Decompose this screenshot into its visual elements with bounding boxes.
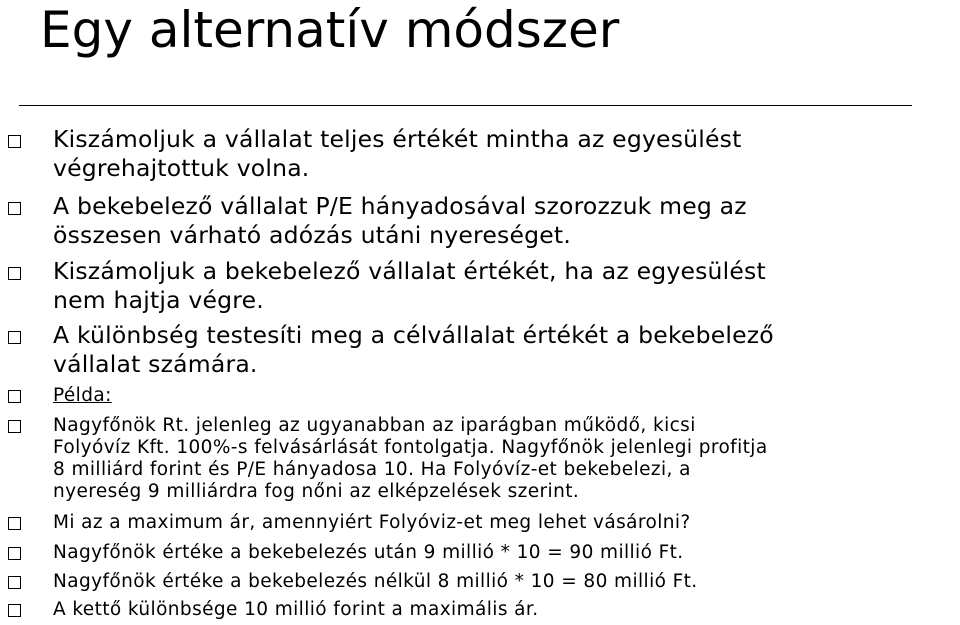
bullet-text	[53, 192, 747, 250]
bullet-text	[53, 415, 768, 503]
bullet-text	[53, 542, 684, 564]
square-bullet-icon	[8, 390, 21, 403]
bullet-text	[53, 321, 774, 379]
bullet-line: nyereség 9 milliárdra fog nőni az elképzelések szerint.	[53, 481, 580, 502]
square-bullet-icon	[8, 576, 21, 589]
bullet-text	[53, 385, 112, 407]
example-label: Példa:	[53, 385, 112, 406]
bullet-text	[53, 571, 698, 593]
square-bullet-icon	[8, 547, 21, 560]
bullet-line: Kiszámoljuk a bekebelező vállalat értékét, ha az egyesülést	[53, 257, 766, 285]
bullet-line: Folyóvíz Kft. 100%-s felvásárlását fontolgatja. Nagyfőnök jelenlegi profitja	[53, 437, 768, 458]
square-bullet-icon	[8, 420, 21, 433]
square-bullet-icon	[8, 202, 21, 215]
square-bullet-icon	[8, 517, 21, 530]
bullet-line: végrehajtottuk volna.	[53, 154, 310, 182]
bullet-line: 8 milliárd forint és P/E hányadosa 10. Ha Folyóvíz-et bekebelezi, a	[53, 459, 691, 480]
square-bullet-icon	[8, 267, 21, 280]
bullet-line: A kettő különbsége 10 millió forint a maximális ár.	[53, 599, 539, 620]
bullet-line: A bekebelező vállalat P/E hányadosával szorozzuk meg az	[53, 192, 747, 220]
bullet-line: A különbség testesíti meg a célvállalat értékét a bekebelező	[53, 321, 774, 349]
bullet-line: összesen várható adózás utáni nyereséget.	[53, 221, 572, 249]
bullet-text	[53, 512, 691, 534]
square-bullet-icon	[8, 604, 21, 617]
bullet-line: Nagyfőnök értéke a bekebelezés után 9 millió * 10 = 90 millió Ft.	[53, 542, 684, 563]
bullet-line: vállalat számára.	[53, 350, 258, 378]
bullet-line: Kiszámoljuk a vállalat teljes értékét mintha az egyesülést	[53, 125, 742, 153]
slide-title: Egy alternatív módszer	[40, 1, 620, 59]
title-divider	[19, 105, 912, 106]
square-bullet-icon	[8, 331, 21, 344]
bullet-line: Nagyfőnök Rt. jelenleg az ugyanabban az iparágban működő, kicsi	[53, 415, 696, 436]
bullet-line: nem hajtja végre.	[53, 286, 264, 314]
bullet-text	[53, 257, 766, 315]
bullet-line: Nagyfőnök értéke a bekebelezés nélkül 8 millió * 10 = 80 millió Ft.	[53, 571, 698, 592]
bullet-line: Mi az a maximum ár, amennyiért Folyóviz-et meg lehet vásárolni?	[53, 512, 691, 533]
square-bullet-icon	[8, 135, 21, 148]
bullet-text	[53, 125, 742, 183]
bullet-text	[53, 599, 538, 621]
